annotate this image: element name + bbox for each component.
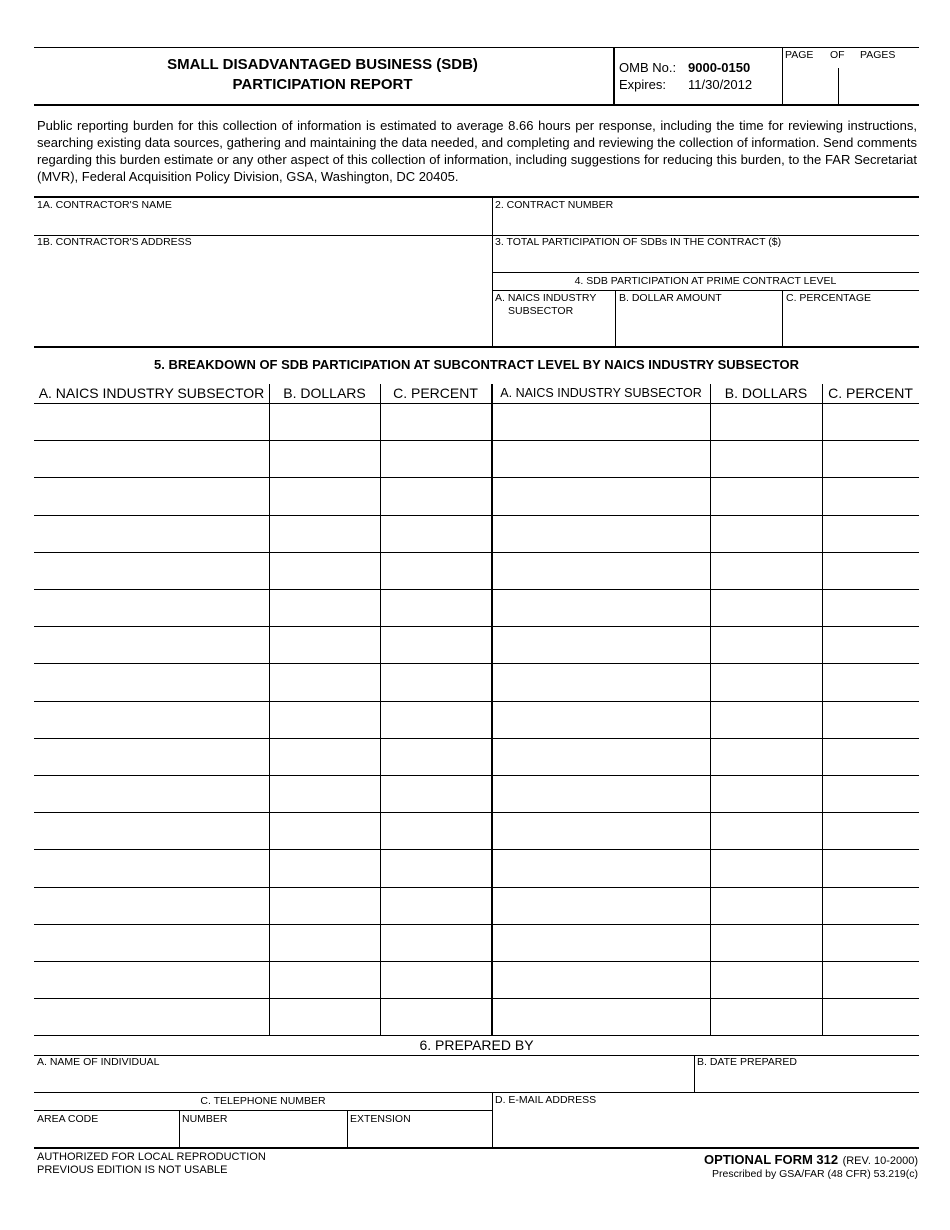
breakdown-cell[interactable] [711, 999, 821, 1034]
breakdown-cell[interactable] [381, 702, 490, 737]
prime-divider-1 [615, 290, 616, 347]
breakdown-cell[interactable] [270, 441, 379, 476]
breakdown-cell[interactable] [823, 813, 918, 848]
breakdown-cell[interactable] [711, 590, 821, 625]
form-revision: (REV. 10-2000) [842, 1155, 918, 1167]
col-naics-left: A. NAICS INDUSTRY SUBSECTOR [38, 385, 265, 401]
breakdown-cell[interactable] [270, 925, 379, 960]
breakdown-cell[interactable] [823, 702, 918, 737]
breakdown-cell[interactable] [270, 478, 379, 513]
omb-label: OMB No.: [619, 60, 677, 75]
breakdown-cell[interactable] [711, 850, 821, 885]
breakdown-cell[interactable] [35, 925, 268, 960]
breakdown-cell[interactable] [711, 962, 821, 997]
breakdown-cell[interactable] [494, 813, 709, 848]
date-label: B. DATE PREPARED [697, 1056, 797, 1068]
breakdown-cell[interactable] [381, 404, 490, 439]
number-label: NUMBER [182, 1113, 228, 1125]
breakdown-cell[interactable] [711, 776, 821, 811]
breakdown-cell[interactable] [381, 441, 490, 476]
breakdown-cell[interactable] [270, 664, 379, 699]
date-divider [694, 1055, 695, 1092]
breakdown-cell[interactable] [381, 739, 490, 774]
email-field[interactable] [494, 1108, 918, 1146]
page-field[interactable] [784, 68, 837, 103]
breakdown-cell[interactable] [270, 962, 379, 997]
breakdown-cell[interactable] [711, 627, 821, 662]
extension-label: EXTENSION [350, 1113, 411, 1125]
header-divider [613, 47, 615, 105]
of-label: OF [830, 49, 845, 61]
area-code-field[interactable] [35, 1126, 178, 1146]
breakdown-cell[interactable] [35, 553, 268, 588]
expires-label: Expires: [619, 77, 666, 92]
breakdown-cell[interactable] [381, 962, 490, 997]
prime-divider-2 [782, 290, 783, 347]
form-title-line2: PARTICIPATION REPORT [232, 76, 413, 93]
breakdown-cell[interactable] [711, 702, 821, 737]
breakdown-cell[interactable] [711, 664, 821, 699]
form-prescribed: Prescribed by GSA/FAR (48 CFR) 53.219(c) [712, 1168, 918, 1180]
breakdown-cell[interactable] [270, 702, 379, 737]
breakdown-cell[interactable] [270, 404, 379, 439]
breakdown-cell[interactable] [35, 441, 268, 476]
breakdown-cell[interactable] [270, 739, 379, 774]
date-field[interactable] [696, 1070, 918, 1091]
breakdown-cell[interactable] [270, 516, 379, 551]
breakdown-cell[interactable] [494, 553, 709, 588]
breakdown-cell[interactable] [35, 627, 268, 662]
prime-naics-label-line2: SUBSECTOR [508, 305, 574, 317]
breakdown-cell[interactable] [711, 441, 821, 476]
omb-number: 9000-0150 [688, 60, 751, 75]
name-label: A. NAME OF INDIVIDUAL [37, 1056, 160, 1068]
telephone-label: C. TELEPHONE NUMBER [200, 1095, 326, 1107]
breakdown-cell[interactable] [494, 516, 709, 551]
breakdown-cell[interactable] [494, 850, 709, 885]
breakdown-cell[interactable] [494, 925, 709, 960]
breakdown-cell[interactable] [381, 888, 490, 923]
breakdown-cell[interactable] [823, 627, 918, 662]
number-divider [347, 1110, 348, 1148]
breakdown-cell[interactable] [381, 553, 490, 588]
prepared-by-title: 6. PREPARED BY [419, 1037, 534, 1053]
breakdown-cell[interactable] [823, 553, 918, 588]
contractor-name-label: 1A. CONTRACTOR'S NAME [37, 199, 172, 211]
total-participation-label: 3. TOTAL PARTICIPATION OF SDBs IN THE CONTRACT ($) [495, 236, 782, 248]
burden-bottom-border [34, 196, 919, 198]
total-border [492, 272, 919, 273]
breakdown-cell[interactable] [381, 776, 490, 811]
breakdown-cell[interactable] [270, 553, 379, 588]
breakdown-cell[interactable] [494, 776, 709, 811]
name-row-border [34, 1092, 919, 1093]
burden-statement: Public reporting burden for this collection of information is estimated to average 8.66 hours per response, including the time for reviewing instructions, searching existing data sources, gathering and maintaining the data needed, and completing and reviewing the collection of information. Send comments regarding this burden estimate or any other aspect of this collection of information, including suggestions for reducing this burden, to the FAR Secretariat (MVR), Federal Acquisition Policy Division, GSA, Washington, DC 20405. [37, 118, 917, 184]
breakdown-cell[interactable] [35, 999, 268, 1034]
breakdown-cell[interactable] [270, 590, 379, 625]
col-naics-right: A. NAICS INDUSTRY SUBSECTOR [500, 386, 702, 400]
breakdown-cell[interactable] [270, 850, 379, 885]
breakdown-cell[interactable] [494, 999, 709, 1034]
breakdown-cell[interactable] [381, 478, 490, 513]
breakdown-cell[interactable] [35, 702, 268, 737]
breakdown-cell[interactable] [823, 441, 918, 476]
breakdown-cell[interactable] [494, 888, 709, 923]
prepared-bottom-border [34, 1147, 919, 1149]
breakdown-cell[interactable] [494, 962, 709, 997]
col-dollars-left: B. DOLLARS [283, 385, 366, 401]
header-bottom-border [34, 104, 919, 106]
breakdown-cell[interactable] [823, 925, 918, 960]
breakdown-cell[interactable] [823, 664, 918, 699]
area-code-divider [179, 1110, 180, 1148]
breakdown-cell[interactable] [35, 590, 268, 625]
breakdown-cell[interactable] [270, 627, 379, 662]
breakdown-cell[interactable] [823, 404, 918, 439]
breakdown-cell[interactable] [494, 478, 709, 513]
contractor-address-label: 1B. CONTRACTOR'S ADDRESS [37, 236, 192, 248]
breakdown-cell[interactable] [381, 999, 490, 1034]
breakdown-cell[interactable] [35, 962, 268, 997]
breakdown-cell[interactable] [823, 776, 918, 811]
prime-dollar-label: B. DOLLAR AMOUNT [619, 292, 722, 304]
breakdown-cell[interactable] [494, 404, 709, 439]
breakdown-cell[interactable] [823, 516, 918, 551]
contractor-address-field[interactable] [35, 250, 490, 344]
breakdown-cell[interactable] [35, 850, 268, 885]
breakdown-cell[interactable] [711, 925, 821, 960]
breakdown-cell[interactable] [711, 478, 821, 513]
breakdown-cell[interactable] [823, 850, 918, 885]
breakdown-cell[interactable] [711, 553, 821, 588]
prime-dollar-field[interactable] [617, 306, 781, 345]
breakdown-cell[interactable] [823, 888, 918, 923]
breakdown-cell[interactable] [381, 813, 490, 848]
contract-number-label: 2. CONTRACT NUMBER [495, 199, 614, 211]
email-label: D. E-MAIL ADDRESS [495, 1094, 597, 1106]
breakdown-cell[interactable] [270, 813, 379, 848]
page-label: PAGE [785, 49, 814, 61]
section4-bottom-border [34, 346, 919, 348]
breakdown-cell[interactable] [823, 478, 918, 513]
name-field[interactable] [35, 1070, 693, 1091]
prime-naics-label-line1: A. NAICS INDUSTRY [495, 292, 597, 304]
breakdown-cell[interactable] [381, 627, 490, 662]
breakdown-cell[interactable] [823, 999, 918, 1034]
extension-field[interactable] [349, 1126, 491, 1146]
breakdown-cell[interactable] [711, 404, 821, 439]
breakdown-cell[interactable] [494, 702, 709, 737]
breakdown-cell[interactable] [381, 925, 490, 960]
breakdown-cell[interactable] [270, 999, 379, 1034]
prime-level-label: 4. SDB PARTICIPATION AT PRIME CONTRACT LEVEL [574, 275, 837, 287]
telephone-header-border [34, 1110, 492, 1111]
col-percent-left: C. PERCENT [393, 385, 478, 401]
prime-percentage-label: C. PERCENTAGE [786, 292, 871, 304]
breakdown-cell[interactable] [35, 888, 268, 923]
breakdown-cell[interactable] [823, 739, 918, 774]
footer-previous-edition: PREVIOUS EDITION IS NOT USABLE [37, 1164, 228, 1176]
breakdown-cell[interactable] [494, 627, 709, 662]
col-dollars-right: B. DOLLARS [724, 385, 808, 401]
breakdown-cell[interactable] [35, 739, 268, 774]
col-percent-right: C. PERCENT [828, 385, 913, 401]
breakdown-cell[interactable] [494, 739, 709, 774]
contractor-name-field[interactable] [35, 212, 490, 234]
of-divider [838, 68, 839, 105]
breakdown-cell[interactable] [823, 590, 918, 625]
contract-number-field[interactable] [494, 212, 918, 234]
breakdown-cell[interactable] [35, 664, 268, 699]
email-divider [492, 1092, 493, 1148]
breakdown-cell[interactable] [711, 813, 821, 848]
phone-number-field[interactable] [181, 1126, 346, 1146]
breakdown-cell[interactable] [270, 888, 379, 923]
grid-row-line [34, 1035, 919, 1036]
breakdown-cell[interactable] [711, 516, 821, 551]
form-title-line1: SMALL DISADVANTAGED BUSINESS (SDB) [167, 56, 478, 73]
pages-field[interactable] [840, 68, 918, 103]
form-identifier [704, 1151, 918, 1169]
breakdown-cell[interactable] [35, 776, 268, 811]
breakdown-cell[interactable] [823, 962, 918, 997]
expires-date: 11/30/2012 [688, 77, 753, 92]
pages-label: PAGES [860, 49, 896, 61]
grid-center-line [491, 384, 493, 1035]
breakdown-cell[interactable] [35, 478, 268, 513]
breakdown-cell[interactable] [381, 516, 490, 551]
breakdown-cell[interactable] [35, 404, 268, 439]
breakdown-cell[interactable] [711, 888, 821, 923]
breakdown-cell[interactable] [494, 590, 709, 625]
prime-naics-field[interactable] [494, 319, 614, 345]
breakdown-cell[interactable] [381, 850, 490, 885]
page-divider [782, 47, 783, 105]
prime-percentage-field[interactable] [784, 306, 918, 345]
top-border [34, 47, 919, 48]
breakdown-cell[interactable] [381, 590, 490, 625]
breakdown-cell[interactable] [35, 813, 268, 848]
breakdown-title: 5. BREAKDOWN OF SDB PARTICIPATION AT SUBCONTRACT LEVEL BY NAICS INDUSTRY SUBSECTOR [154, 357, 799, 372]
breakdown-cell[interactable] [494, 664, 709, 699]
area-code-label: AREA CODE [37, 1113, 99, 1125]
breakdown-cell[interactable] [494, 441, 709, 476]
breakdown-cell[interactable] [270, 776, 379, 811]
form-name: OPTIONAL FORM 312 [704, 1152, 839, 1167]
breakdown-cell[interactable] [381, 664, 490, 699]
breakdown-cell[interactable] [35, 516, 268, 551]
total-participation-field[interactable] [494, 250, 918, 271]
prime-header-border [492, 290, 919, 291]
footer-reproduction: AUTHORIZED FOR LOCAL REPRODUCTION [37, 1151, 266, 1163]
breakdown-cell[interactable] [711, 739, 821, 774]
